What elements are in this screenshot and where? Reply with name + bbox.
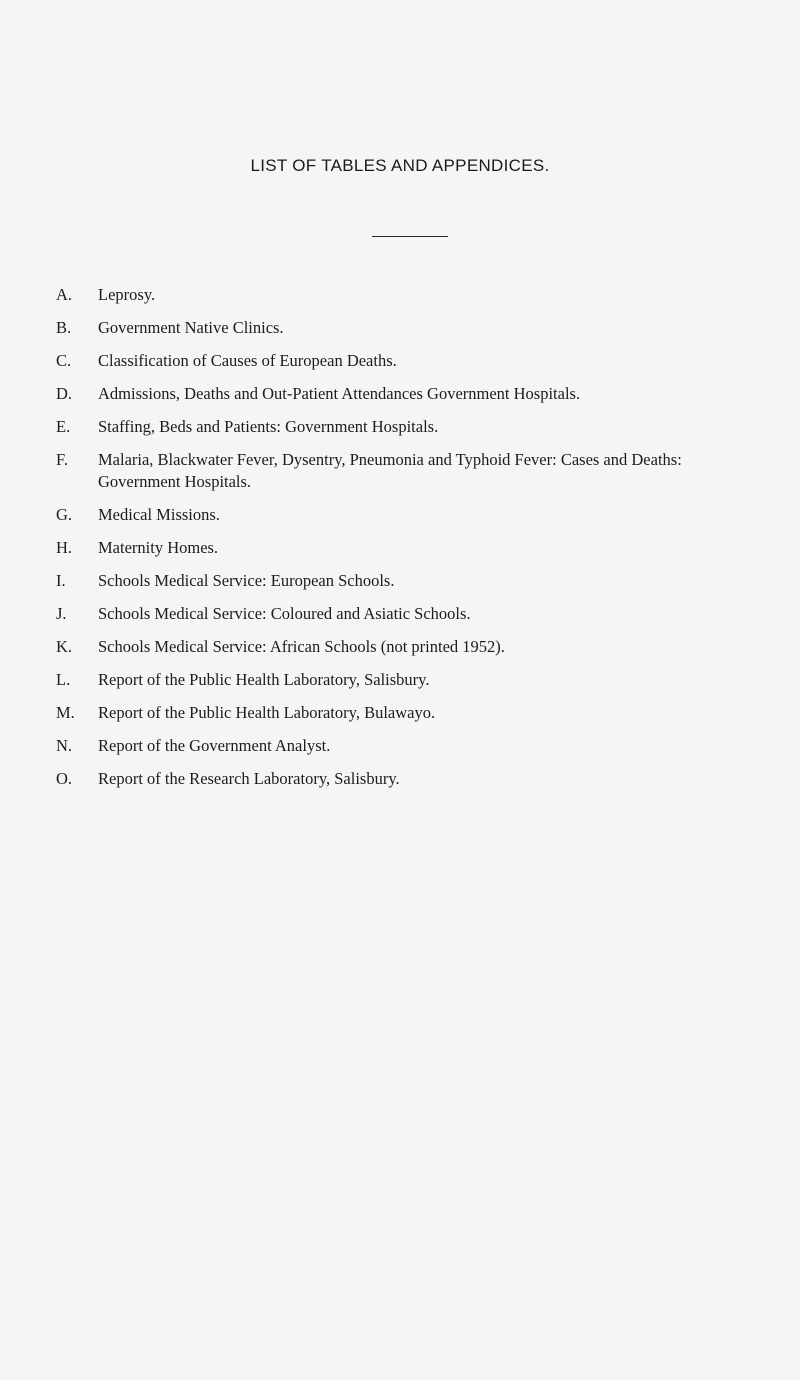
entry-letter: D. [56,384,73,403]
page-title: LIST OF TABLES AND APPENDICES. [250,156,550,175]
entry-text: Staffing, Beds and Patients: Government Hospitals. [98,417,439,436]
entry-text: Admissions, Deaths and Out-Patient Attendances Government Hospitals. [98,384,581,403]
entry-text: Schools Medical Service: European Schools. [98,571,395,590]
list-item [56,317,800,339]
entry-letter: O. [56,769,73,788]
list-item [56,449,800,493]
entry-text: Government Native Clinics. [98,318,284,337]
list-item [56,636,800,658]
entry-text: Report of the Public Health Laboratory, Salisbury. [98,670,430,689]
list-item [56,504,800,526]
entry-letter: H. [56,538,73,557]
entry-letter: I. [56,571,66,590]
entry-letter: C. [56,351,72,370]
entry-text: Report of the Government Analyst. [98,736,331,755]
list-item [56,768,800,790]
entry-letter: K. [56,637,73,656]
entry-text: Medical Missions. [98,505,220,524]
entry-text: Maternity Homes. [98,538,219,557]
entry-text: Malaria, Blackwater Fever, Dysentry, Pneumonia and Typhoid Fever: Cases and Deaths: [98,450,682,469]
entry-letter: F. [56,450,68,469]
list-item [56,416,800,438]
entry-letter: E. [56,417,71,436]
list-item [56,570,800,592]
entry-letter: A. [56,285,73,304]
title-divider [372,236,448,237]
entry-text: Schools Medical Service: Coloured and Asiatic Schools. [98,604,471,623]
list-item [56,537,800,559]
list-item [56,350,800,372]
entry-text-continuation: Government Hospitals. [98,472,252,491]
list-item [56,735,800,757]
appendix-list [56,284,800,801]
entry-letter: B. [56,318,72,337]
list-item [56,383,800,405]
list-item [56,702,800,724]
entry-text: Leprosy. [98,285,156,304]
entry-letter: L. [56,670,71,689]
entry-letter: J. [56,604,67,623]
list-item [56,669,800,691]
entry-text: Classification of Causes of European Deaths. [98,351,397,370]
list-item [56,284,800,306]
entry-text: Report of the Research Laboratory, Salisbury. [98,769,400,788]
entry-letter: N. [56,736,73,755]
entry-text: Report of the Public Health Laboratory, Bulawayo. [98,703,436,722]
list-item [56,603,800,625]
entry-letter: G. [56,505,73,524]
entry-letter: M. [56,703,75,722]
entry-text: Schools Medical Service: African Schools (not printed 1952). [98,637,505,656]
